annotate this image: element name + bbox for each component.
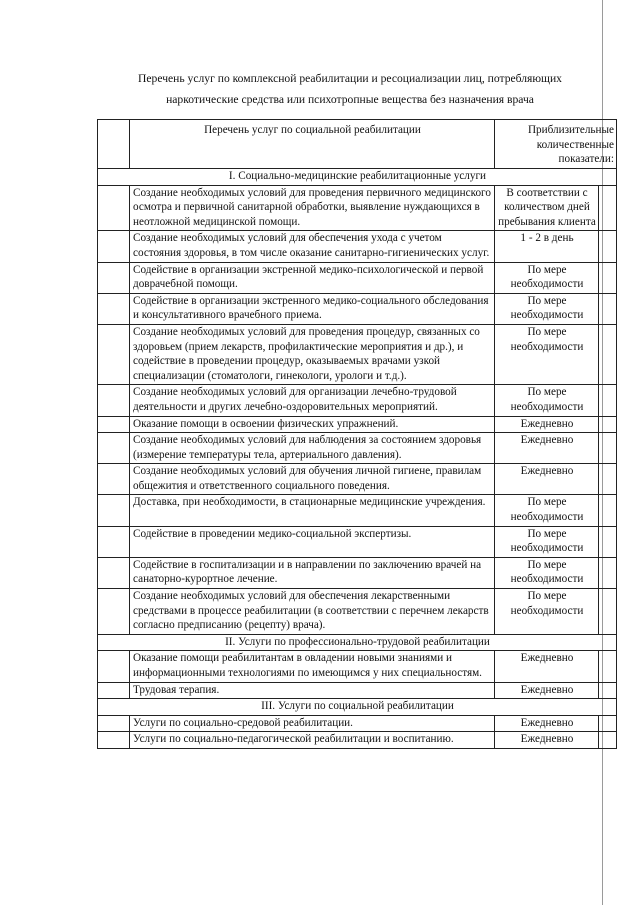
amount-cell: Ежедневно — [495, 416, 599, 433]
service-cell: Содействие в организации экстренного медико-социального обследования и консультативного врачебного приема. — [130, 293, 495, 324]
service-cell: Содействие в организации экстренной медико-психологической и первой доврачебной помощи. — [130, 262, 495, 293]
table-row — [98, 495, 617, 526]
table-row — [98, 385, 617, 416]
table-row — [98, 262, 617, 293]
table-header-row — [98, 120, 617, 169]
table-row — [98, 557, 617, 588]
service-cell: Создание необходимых условий для наблюдения за состоянием здоровья (измерение температуры тела, артериального давления). — [130, 433, 495, 464]
table-row — [98, 324, 617, 384]
section-3-title: III. Услуги по социальной реабилитации — [98, 699, 617, 716]
amount-cell: По мере необходимости — [495, 526, 599, 557]
service-cell: Доставка, при необходимости, в стационарные медицинские учреждения. — [130, 495, 495, 526]
amount-cell: По мере необходимости — [495, 495, 599, 526]
header-services: Перечень услуг по социальной реабилитации — [130, 120, 495, 169]
amount-cell: Ежедневно — [495, 464, 599, 495]
service-cell: Содействие в госпитализации и в направлении по заключению врачей на санаторно-курортное лечение. — [130, 557, 495, 588]
service-cell: Создание необходимых условий для обеспечения лекарственными средствами в процессе реабилитации (в соответствии с перечнем лекарств согласно предписанию (рецепту) врача). — [130, 589, 495, 635]
table-row — [98, 433, 617, 464]
table-row — [98, 464, 617, 495]
service-cell: Оказание помощи реабилитантам в овладении новыми знаниями и информационными технологиями по имеющимся у них специальностям. — [130, 651, 495, 682]
amount-cell: По мере необходимости — [495, 385, 599, 416]
table-row — [98, 185, 617, 231]
amount-cell: Ежедневно — [495, 732, 599, 749]
header-blank-cell — [98, 120, 130, 169]
amount-cell: По мере необходимости — [495, 262, 599, 293]
amount-cell: Ежедневно — [495, 433, 599, 464]
title-line-2: наркотические средства или психотропные вещества без назначения врача — [166, 93, 534, 106]
service-cell: Услуги по социально-средовой реабилитации. — [130, 715, 495, 732]
header-indicators: Приблизительные количественные показатели: — [495, 120, 617, 169]
section-1-title: I. Социально-медицинские реабилитационные услуги — [98, 169, 617, 186]
service-cell: Услуги по социально-педагогической реабилитации и воспитанию. — [130, 732, 495, 749]
amount-cell: По мере необходимости — [495, 589, 599, 635]
service-cell: Трудовая терапия. — [130, 682, 495, 699]
section-2-title: II. Услуги по профессионально-трудовой реабилитации — [98, 634, 617, 651]
table-row — [98, 651, 617, 682]
table-row — [98, 589, 617, 635]
table-row — [98, 715, 617, 732]
service-cell: Создание необходимых условий для проведения первичного медицинского осмотра и первичной санитарной обработки, выявление нуждающихся в неотложной медицинской помощи. — [130, 185, 495, 231]
services-table — [97, 119, 617, 749]
amount-cell: По мере необходимости — [495, 557, 599, 588]
table-row — [98, 682, 617, 699]
service-cell: Создание необходимых условий для обучения личной гигиене, правилам общежития и ответственного социального поведения. — [130, 464, 495, 495]
section-header — [98, 169, 617, 186]
amount-cell: Ежедневно — [495, 682, 599, 699]
service-cell: Создание необходимых условий для обеспечения ухода с учетом состояния здоровья, в том числе оказание санитарно-гигиенических услуг. — [130, 231, 495, 262]
amount-cell: По мере необходимости — [495, 324, 599, 384]
service-cell: Создание необходимых условий для организации лечебно-трудовой деятельности и других лечебно-оздоровительных мероприятий. — [130, 385, 495, 416]
table-row — [98, 416, 617, 433]
table-row — [98, 231, 617, 262]
service-cell: Создание необходимых условий для проведения процедур, связанных со здоровьем (прием лекарств, профилактические мероприятия и др.), и содействие в проведении процедур, оказываемых врачами узкой специализации (стоматологи, гинекологи, урологи и т.д.). — [130, 324, 495, 384]
section-header — [98, 699, 617, 716]
amount-cell: Ежедневно — [495, 715, 599, 732]
amount-cell: В соответствии с количеством дней пребывания клиента — [495, 185, 599, 231]
title-line-1: Перечень услуг по комплексной реабилитации и ресоциализации лиц, потребляющих — [138, 72, 562, 85]
amount-cell: 1 - 2 в день — [495, 231, 599, 262]
document-title — [100, 68, 600, 110]
section-header — [98, 634, 617, 651]
service-cell: Содействие в проведении медико-социальной экспертизы. — [130, 526, 495, 557]
amount-cell: Ежедневно — [495, 651, 599, 682]
table-row — [98, 293, 617, 324]
service-cell: Оказание помощи в освоении физических упражнений. — [130, 416, 495, 433]
table-row — [98, 732, 617, 749]
table-row — [98, 526, 617, 557]
amount-cell: По мере необходимости — [495, 293, 599, 324]
